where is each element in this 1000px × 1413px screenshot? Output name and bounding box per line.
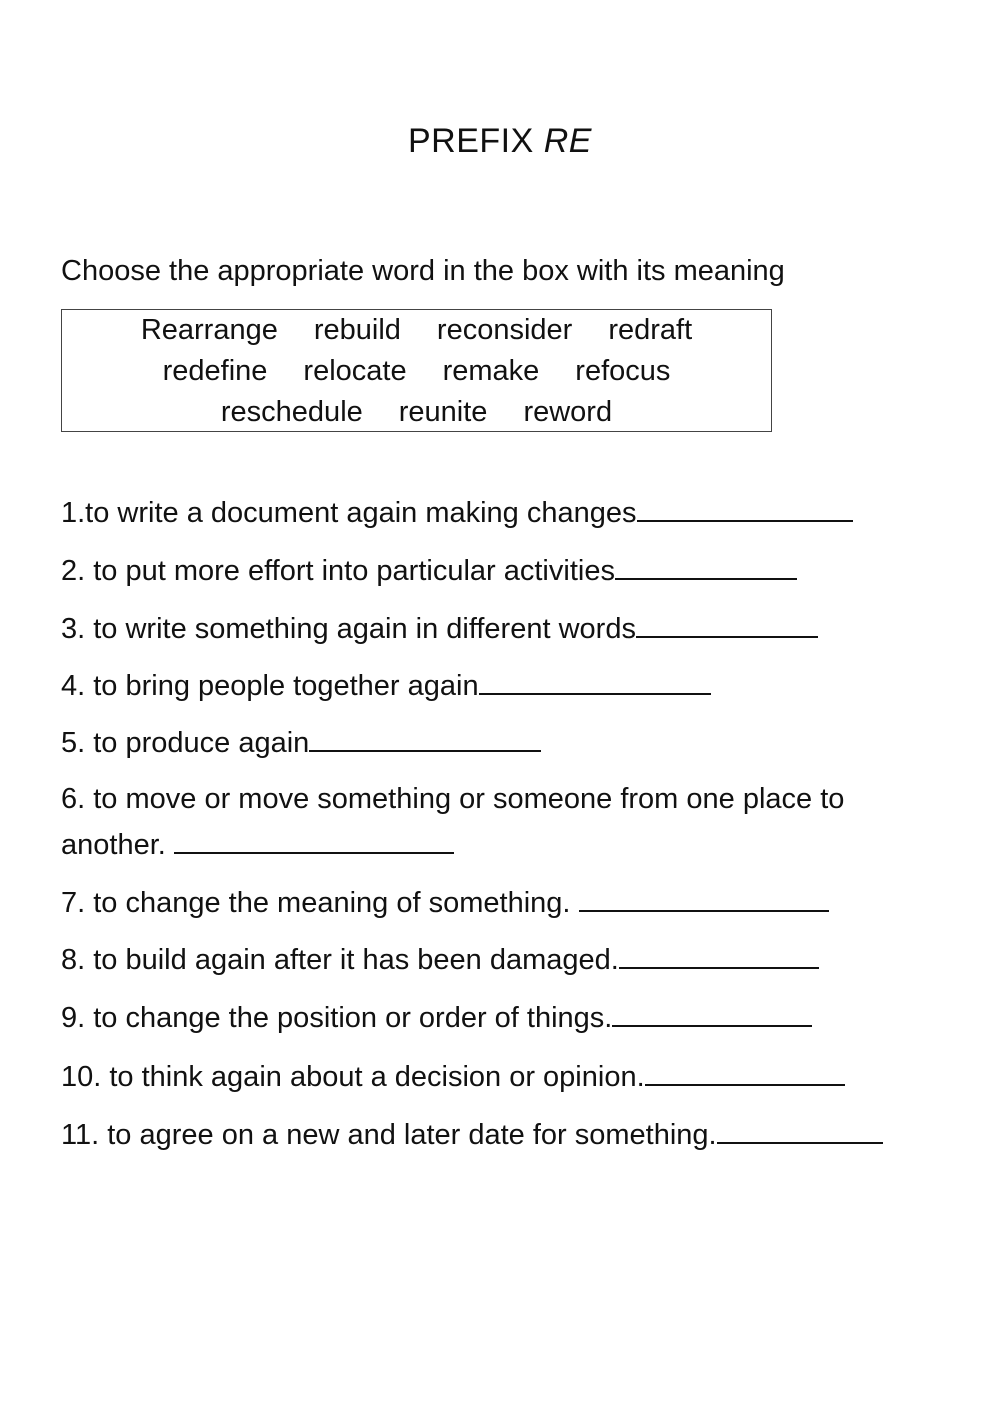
word-bank-item: redefine (162, 355, 268, 387)
title-italic: RE (543, 122, 592, 160)
title-main: PREFIX (408, 122, 544, 160)
word-bank-item: reunite (398, 396, 488, 428)
answer-blank[interactable] (637, 496, 853, 522)
question-6 (61, 783, 844, 816)
answer-blank[interactable] (174, 828, 454, 854)
word-bank-item: Rearrange (140, 314, 278, 346)
answer-blank[interactable] (309, 726, 541, 752)
word-bank-item: rebuild (313, 314, 401, 346)
question-3 (61, 612, 818, 646)
answer-blank[interactable] (479, 669, 711, 695)
word-bank-row (62, 355, 771, 388)
word-bank-item: reword (523, 396, 613, 428)
question-text: 9. to change the position or order of things. (61, 1002, 613, 1034)
question-text: 2. to put more effort into particular activities (61, 555, 615, 587)
question-text: 10. to think again about a decision or opinion. (61, 1061, 645, 1093)
word-bank-row (62, 314, 771, 347)
question-11 (61, 1118, 883, 1152)
question-1 (61, 496, 853, 530)
question-text: 11. to agree on a new and later date for something. (61, 1119, 717, 1151)
answer-blank[interactable] (579, 886, 829, 912)
question-text: 6. to move or move something or someone from one place to (61, 783, 845, 815)
word-bank-item: redraft (608, 314, 693, 346)
answer-blank[interactable] (615, 554, 797, 580)
answer-blank[interactable] (612, 1001, 812, 1027)
answer-blank[interactable] (717, 1118, 883, 1144)
question-6-continued (61, 828, 454, 862)
question-7 (61, 886, 829, 920)
question-text: 4. to bring people together again (61, 670, 479, 702)
question-text: 3. to write something again in different words (61, 613, 636, 645)
question-8 (61, 943, 819, 977)
word-bank-item: refocus (575, 355, 671, 387)
question-9 (61, 1001, 812, 1035)
question-text: another. (61, 829, 166, 861)
question-text: 8. to build again after it has been damaged. (61, 944, 619, 976)
word-bank-box (61, 309, 772, 432)
answer-blank[interactable] (636, 612, 818, 638)
question-4 (61, 669, 711, 703)
word-bank-item: relocate (303, 355, 407, 387)
word-bank-item: remake (442, 355, 540, 387)
word-bank-item: reconsider (436, 314, 573, 346)
word-bank-item: reschedule (220, 396, 363, 428)
question-text: 7. to change the meaning of something. (61, 887, 571, 919)
question-10 (61, 1060, 845, 1094)
answer-blank[interactable] (619, 943, 819, 969)
answer-blank[interactable] (645, 1060, 845, 1086)
page-title (0, 122, 1000, 161)
question-text: 5. to produce again (61, 727, 310, 759)
question-text: 1.to write a document again making changes (61, 497, 637, 529)
word-bank-row (62, 396, 771, 429)
question-2 (61, 554, 797, 588)
question-5 (61, 726, 541, 760)
instruction-text: Choose the appropriate word in the box with its meaning (61, 255, 785, 287)
